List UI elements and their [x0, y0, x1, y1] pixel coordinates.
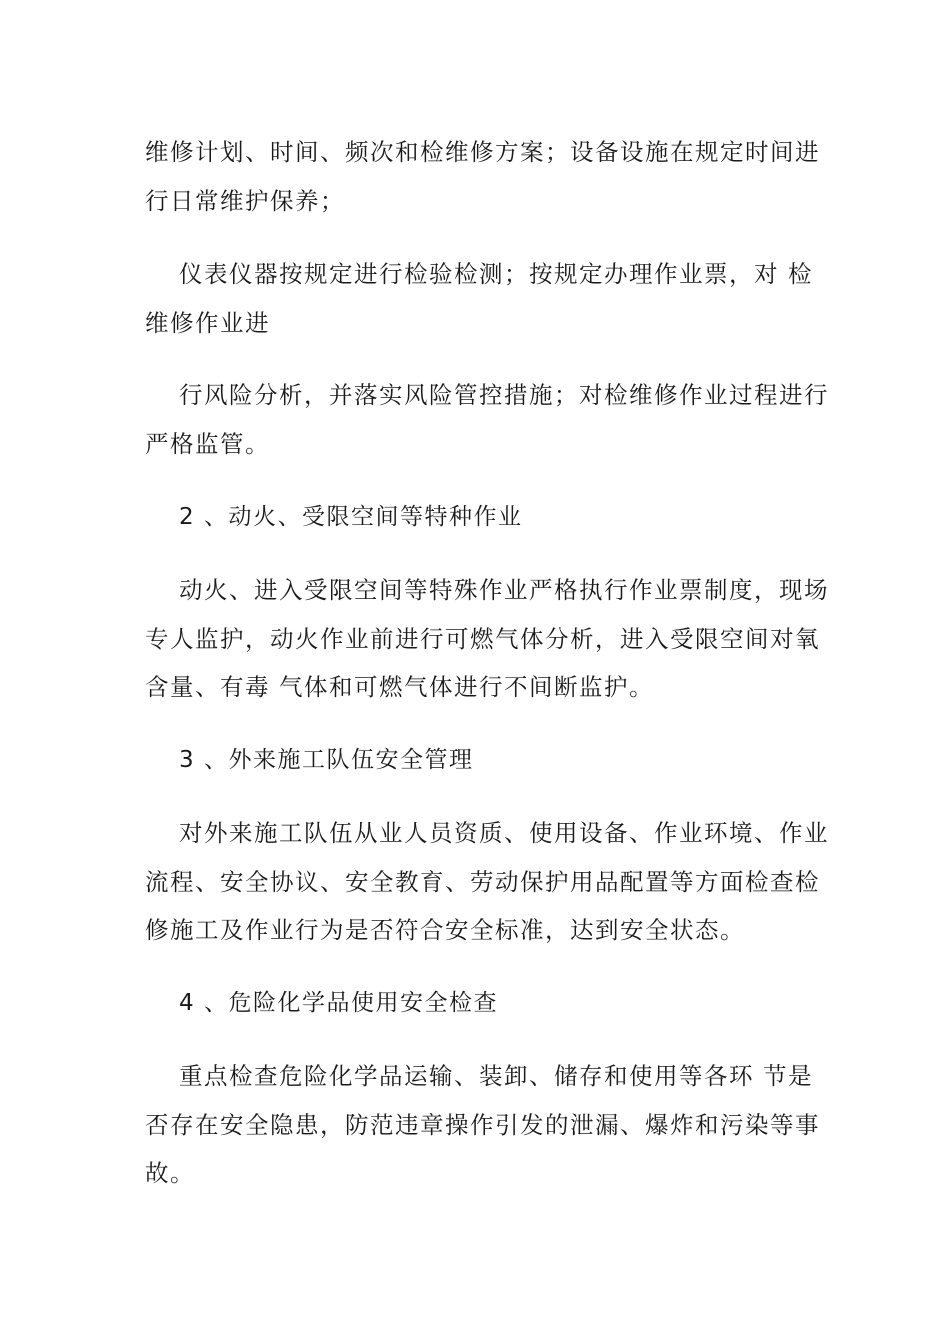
section-heading-2 [145, 493, 810, 542]
paragraph-line: 仪表仪器按规定进行检验检测；按规定办理作业票，对 检 [179, 260, 813, 288]
heading-text: 2 、动火、受限空间等特种作业 [179, 504, 523, 530]
paragraph-line: 行日常维护保养； [145, 186, 345, 215]
paragraph-line: 修施工及作业行为是否符合安全标准，达到安全状态。 [145, 916, 745, 944]
paragraph-maintenance-plan [145, 128, 820, 225]
section-heading-3 [145, 736, 810, 785]
paragraph-special-operations [145, 566, 829, 712]
paragraph-line: 维修作业进 [145, 308, 270, 337]
paragraph-line: 流程、安全协议、安全教育、劳动保护用品配置等方面检查检 [145, 867, 820, 896]
paragraph-line: 专人监护，动火作业前进行可燃气体分析，进入受限空间对氧 [145, 624, 820, 653]
paragraph-line: 严格监管。 [145, 429, 270, 458]
section-heading-4 [145, 979, 810, 1028]
paragraph-line: 重点检查危险化学品运输、装卸、储存和使用等各环 节是 [179, 1062, 813, 1090]
paragraph-hazardous-chemicals [145, 1052, 820, 1198]
paragraph-contractor-management [145, 809, 829, 955]
paragraph-line: 含量、有毒 气体和可燃气体进行不间断监护。 [145, 673, 654, 701]
paragraph-line: 否存在安全隐患，防范违章操作引发的泄漏、爆炸和污染等事 [145, 1110, 820, 1139]
paragraph-line: 动火、进入受限空间等特殊作业严格执行作业票制度，现场 [179, 576, 829, 604]
paragraph-instrument-inspection [145, 250, 813, 347]
paragraph-line: 故。 [145, 1159, 195, 1187]
paragraph-line: 行风险分析，并落实风险管控措施；对检维修作业过程进行 [179, 381, 829, 409]
heading-text: 4 、危险化学品使用安全检查 [179, 990, 498, 1016]
heading-text: 3 、外来施工队伍安全管理 [179, 747, 474, 773]
paragraph-line: 对外来施工队伍从业人员资质、使用设备、作业环境、作业 [179, 819, 829, 847]
paragraph-line: 维修计划、时间、频次和检维修方案；设备设施在规定时间进 [145, 138, 820, 166]
paragraph-risk-analysis [145, 371, 829, 468]
